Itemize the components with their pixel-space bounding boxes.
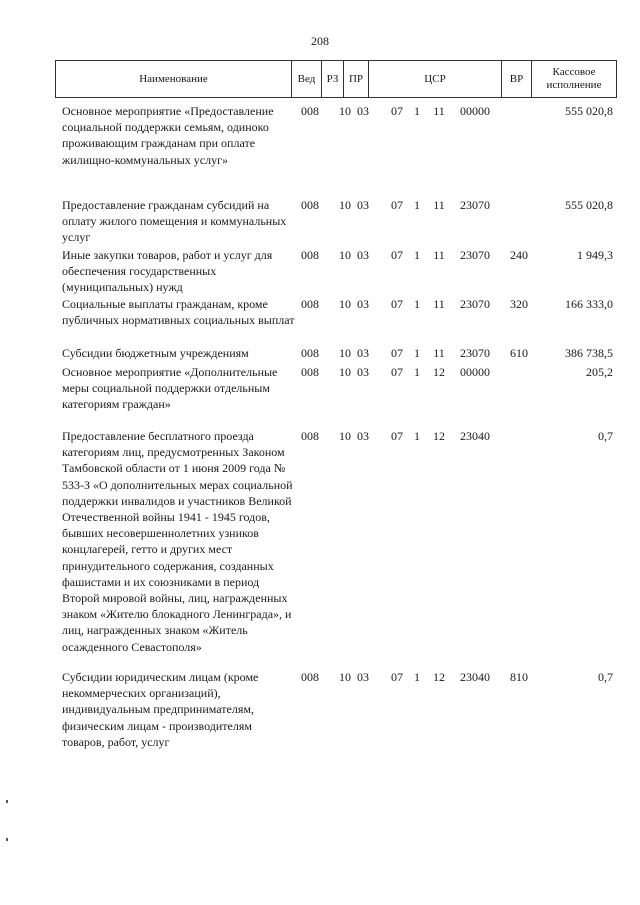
row-csr-4: 23040 (460, 670, 490, 684)
row-csr-3: 11 (433, 248, 445, 262)
row-pr: 03 (357, 104, 369, 118)
header-name: Наименование (139, 72, 208, 85)
row-csr-2: 1 (414, 198, 420, 212)
row-rz: 10 (339, 429, 351, 443)
row-pr: 03 (357, 365, 369, 379)
row-csr-4: 00000 (460, 104, 490, 118)
scan-speck (6, 800, 8, 803)
row-vr: 810 (510, 670, 528, 684)
row-name: Предоставление бесплатного проезда категориям лиц, предусмотренных Законом Тамбовской области от 1 июня 2009 года № 533-З «О дополнительных мерах социальной поддержки инвалидов и участников Великой Отечественной войны 1941 - 1945 годов, бывших несовершеннолетних узников концлагерей, гетто и других мест принудительного содержания, созданных фашистами и их союзниками в период Второй мировой войны, лиц, награжденных знаком «Жителю блокадного Ленинграда», и лиц, награжденных знаком «Житель осажденного Севастополя» (62, 429, 293, 654)
row-pr: 03 (357, 198, 369, 212)
row-csr-2: 1 (414, 104, 420, 118)
header-kass: Кассовое исполнение (531, 61, 616, 97)
row-csr-2: 1 (414, 365, 420, 379)
row-csr-4: 23070 (460, 346, 490, 360)
header-rz: РЗ (321, 61, 343, 97)
row-amount: 1 949,3 (577, 248, 613, 262)
row-rz: 10 (339, 198, 351, 212)
row-csr-3: 12 (433, 670, 445, 684)
row-csr-1: 07 (391, 670, 403, 684)
row-name: Субсидии бюджетным учреждениям (62, 346, 249, 360)
row-vr: 320 (510, 297, 528, 311)
row-csr-3: 11 (433, 198, 445, 212)
row-rz: 10 (339, 248, 351, 262)
row-csr-3: 11 (433, 346, 445, 360)
row-pr: 03 (357, 297, 369, 311)
row-ved: 008 (301, 248, 319, 262)
row-vr: 610 (510, 346, 528, 360)
row-csr-4: 23040 (460, 429, 490, 443)
row-pr: 03 (357, 346, 369, 360)
row-csr-2: 1 (414, 248, 420, 262)
row-csr-1: 07 (391, 346, 403, 360)
row-amount: 555 020,8 (565, 198, 613, 212)
row-amount: 0,7 (598, 429, 613, 443)
row-csr-4: 00000 (460, 365, 490, 379)
row-name: Основное мероприятие «Дополнительные меры социальной поддержки отдельным категориям граждан» (62, 365, 278, 412)
row-csr-3: 12 (433, 429, 445, 443)
row-vr: 240 (510, 248, 528, 262)
row-rz: 10 (339, 104, 351, 118)
row-rz: 10 (339, 297, 351, 311)
row-csr-3: 12 (433, 365, 445, 379)
header-ved: Вед (291, 61, 321, 97)
row-csr-4: 23070 (460, 198, 490, 212)
row-pr: 03 (357, 248, 369, 262)
row-csr-1: 07 (391, 104, 403, 118)
row-name: Субсидии юридическим лицам (кроме некоммерческих организаций), индивидуальным предпринимателям, физическим лицам - производителям товаров, работ, услуг (62, 670, 259, 749)
row-csr-2: 1 (414, 297, 420, 311)
row-ved: 008 (301, 104, 319, 118)
row-amount: 205,2 (586, 365, 613, 379)
row-ved: 008 (301, 670, 319, 684)
row-pr: 03 (357, 429, 369, 443)
row-ved: 008 (301, 365, 319, 379)
row-csr-2: 1 (414, 346, 420, 360)
row-name: Социальные выплаты гражданам, кроме публичных нормативных социальных выплат (62, 297, 295, 328)
row-csr-3: 11 (433, 297, 445, 311)
row-amount: 166 333,0 (565, 297, 613, 311)
row-ved: 008 (301, 346, 319, 360)
row-amount: 555 020,8 (565, 104, 613, 118)
row-amount: 0,7 (598, 670, 613, 684)
page-number: 208 (311, 34, 329, 48)
header-pr: ПР (343, 61, 368, 97)
row-csr-1: 07 (391, 248, 403, 262)
header-vr: ВР (501, 61, 531, 97)
row-name: Основное мероприятие «Предоставление социальной поддержки семьям, одиноко проживающим гражданам при оплате жилищно-коммунальных услуг» (62, 104, 274, 167)
row-csr-4: 23070 (460, 248, 490, 262)
row-pr: 03 (357, 670, 369, 684)
row-name: Иные закупки товаров, работ и услуг для обеспечения государственных (муниципальных) нужд (62, 248, 273, 295)
row-ved: 008 (301, 198, 319, 212)
row-amount: 386 738,5 (565, 346, 613, 360)
row-csr-1: 07 (391, 365, 403, 379)
table-header (55, 60, 617, 98)
scan-speck (6, 838, 8, 841)
row-csr-1: 07 (391, 429, 403, 443)
row-rz: 10 (339, 670, 351, 684)
row-csr-2: 1 (414, 670, 420, 684)
row-ved: 008 (301, 297, 319, 311)
row-csr-2: 1 (414, 429, 420, 443)
row-csr-1: 07 (391, 198, 403, 212)
row-csr-1: 07 (391, 297, 403, 311)
header-csr: ЦСР (368, 61, 501, 97)
row-ved: 008 (301, 429, 319, 443)
row-rz: 10 (339, 365, 351, 379)
row-rz: 10 (339, 346, 351, 360)
row-csr-4: 23070 (460, 297, 490, 311)
row-name: Предоставление гражданам субсидий на оплату жилого помещения и коммунальных услуг (62, 198, 287, 245)
row-csr-3: 11 (433, 104, 445, 118)
